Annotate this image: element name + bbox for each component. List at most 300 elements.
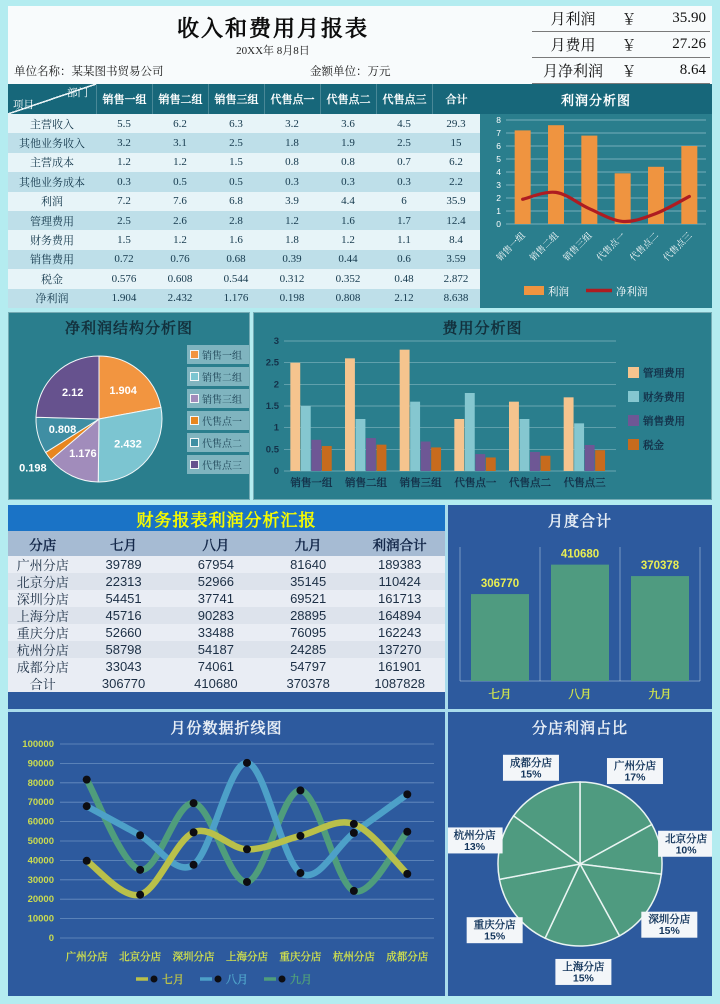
cell-value: 1.904: [111, 292, 137, 305]
table-row: [8, 250, 480, 269]
row-label: 税金: [41, 273, 63, 286]
svg-text:九月: 九月: [648, 689, 672, 701]
branch-table-header: [8, 531, 445, 556]
cell-value: 76095: [290, 625, 327, 640]
cell-value: 90283: [197, 608, 234, 623]
cell-value: 28895: [290, 608, 327, 623]
currency-symbol: ￥: [621, 64, 637, 80]
svg-text:0.5: 0.5: [265, 444, 279, 456]
column-header: 七月: [110, 537, 138, 553]
dept-section: [8, 84, 712, 308]
cell-value: 0.544: [223, 272, 249, 285]
svg-text:销售三组: 销售三组: [399, 477, 442, 489]
monthly-total-title: 月度合计: [547, 513, 612, 530]
cell-value: 1.176: [223, 292, 249, 305]
cell-value: 0.352: [335, 272, 361, 285]
svg-text:3: 3: [273, 337, 279, 347]
cell-value: 3.1: [173, 137, 187, 150]
svg-text:370378: 370378: [640, 560, 680, 573]
table-row: [8, 289, 480, 308]
cell-value: 1.2: [173, 156, 187, 169]
cell-value: 1.2: [173, 234, 187, 247]
legend-item: [187, 433, 249, 452]
svg-text:北京分店: 北京分店: [119, 951, 162, 963]
legend-label: 销售三组: [202, 395, 242, 406]
svg-text:15%: 15%: [658, 925, 680, 938]
cell-value: 37741: [197, 591, 234, 606]
cell-value: 137270: [377, 642, 422, 657]
column-header: 销售三组: [208, 84, 264, 114]
metric-value: 35.90: [672, 10, 706, 26]
unit-row: [14, 63, 554, 79]
metric-value: 8.64: [679, 62, 706, 78]
cell-value: 0.808: [335, 292, 361, 305]
legend-item: [187, 345, 249, 364]
column-header: 销售一组: [96, 84, 152, 114]
svg-text:销售费用: 销售费用: [643, 415, 685, 428]
cell-value: 3.6: [341, 117, 355, 130]
metric-label: 月费用: [550, 38, 596, 54]
legend-item: [187, 367, 249, 386]
legend-label: 代售点一: [202, 417, 242, 428]
svg-text:3: 3: [496, 180, 501, 190]
svg-text:深圳分店: 深圳分店: [172, 951, 215, 963]
cell-value: 5.5: [117, 117, 131, 130]
cell-value: 1.2: [285, 214, 299, 227]
cell-value: 0.608: [167, 272, 193, 285]
svg-text:2.5: 2.5: [265, 357, 279, 369]
cell-value: 6.2: [449, 156, 463, 169]
cell-value: 8.4: [449, 234, 463, 247]
svg-text:代售点一: 代售点一: [454, 477, 497, 489]
cell-value: 22313: [105, 574, 142, 589]
cell-value: 0.8: [285, 156, 299, 169]
column-header: 代售点三: [376, 84, 432, 114]
cell-value: 1.6: [341, 214, 355, 227]
svg-text:管理费用: 管理费用: [643, 367, 685, 380]
svg-text:销售三组: 销售三组: [561, 230, 594, 263]
svg-text:13%: 13%: [464, 840, 486, 853]
table-row: [8, 269, 480, 288]
svg-text:0: 0: [273, 466, 279, 477]
cell-value: 2.432: [167, 292, 193, 305]
legend-label: 销售一组: [202, 351, 242, 362]
table-row: [8, 573, 445, 590]
legend-label: 销售二组: [202, 373, 242, 384]
cell-value: 35145: [290, 574, 327, 589]
svg-text:杭州分店: 杭州分店: [453, 829, 496, 842]
net-profit-pie-legend: [187, 345, 249, 477]
cell-value: 39789: [105, 557, 142, 572]
svg-text:1.176: 1.176: [69, 448, 97, 461]
table-row: [8, 607, 445, 624]
summary-metrics: [532, 6, 710, 84]
total-value: 306770: [101, 676, 146, 691]
svg-text:8: 8: [496, 115, 501, 125]
cell-value: 33488: [197, 625, 234, 640]
currency-symbol: ￥: [621, 12, 637, 28]
svg-text:重庆分店: 重庆分店: [473, 919, 516, 932]
cell-value: 2.5: [397, 137, 411, 150]
row-label: 净利润: [35, 293, 69, 306]
column-header: 合计: [432, 84, 480, 114]
cell-value: 6.3: [229, 117, 243, 130]
legend-swatch: [190, 394, 199, 403]
cell-value: 15: [450, 137, 462, 150]
svg-text:销售二组: 销售二组: [527, 230, 561, 263]
svg-text:0.198: 0.198: [19, 462, 47, 475]
svg-text:代售点二: 代售点二: [509, 477, 551, 489]
row-label: 利润: [41, 196, 63, 209]
svg-text:0: 0: [48, 933, 54, 944]
cell-value: 12.4: [446, 214, 466, 227]
cell-value: 3.2: [117, 137, 131, 150]
row-label: 重庆分店: [16, 626, 69, 641]
svg-text:成都分店: 成都分店: [386, 951, 429, 963]
svg-text:2.432: 2.432: [114, 438, 142, 451]
svg-text:40000: 40000: [27, 855, 54, 867]
svg-text:7: 7: [496, 128, 501, 138]
corner-top-label: 部门: [67, 88, 88, 99]
svg-text:15%: 15%: [484, 930, 506, 943]
svg-text:利润: 利润: [548, 286, 569, 298]
dept-table-header: [8, 84, 480, 114]
cell-value: 0.3: [285, 175, 299, 188]
column-header: 九月: [294, 537, 322, 553]
dept-table: [8, 84, 480, 308]
unit-label: 单位名称：: [14, 66, 72, 78]
cell-value: 2.872: [443, 272, 469, 285]
table-row: [8, 211, 480, 230]
branch-table-title: 财务报表利润分析汇报: [136, 510, 317, 530]
svg-text:广州分店: 广州分店: [613, 760, 656, 773]
legend-swatch: [190, 372, 199, 381]
svg-text:20000: 20000: [27, 894, 54, 906]
svg-text:销售一组: 销售一组: [290, 477, 333, 489]
svg-text:销售二组: 销售二组: [345, 477, 387, 489]
svg-text:5: 5: [496, 154, 501, 164]
svg-text:10%: 10%: [675, 844, 697, 857]
legend-item: [187, 389, 249, 408]
svg-text:60000: 60000: [27, 816, 54, 828]
column-header: 销售二组: [152, 84, 208, 114]
svg-text:杭州分店: 杭州分店: [332, 951, 375, 963]
expense-panel: [253, 312, 712, 500]
row-label: 广州分店: [16, 558, 69, 573]
svg-text:70000: 70000: [27, 797, 54, 809]
svg-text:0: 0: [496, 219, 501, 229]
cell-value: 54187: [197, 642, 234, 657]
cell-value: 0.3: [397, 175, 411, 188]
table-row: [8, 641, 445, 658]
monthly-line-title: 月份数据折线图: [170, 720, 283, 737]
net-profit-pie-title: 净利润结构分析图: [64, 321, 193, 337]
column-header: 代售点一: [264, 84, 320, 114]
svg-text:代售点三: 代售点三: [661, 230, 694, 263]
cell-value: 54451: [105, 591, 142, 606]
expense-title: 费用分析图: [442, 321, 523, 337]
row-label: 主营成本: [30, 157, 74, 170]
svg-text:重庆分店: 重庆分店: [279, 951, 322, 963]
column-header: 分店: [29, 537, 57, 553]
cell-value: 4.4: [341, 195, 355, 208]
monthly-line-chart: [8, 736, 445, 994]
metric-value: 27.26: [672, 36, 706, 52]
legend-label: 代售点二: [202, 439, 242, 450]
svg-text:2: 2: [273, 379, 279, 391]
column-header: 利润合计: [372, 537, 427, 553]
cell-value: 1.8: [285, 234, 299, 247]
legend-item: [187, 455, 249, 474]
total-value: 370378: [286, 676, 330, 691]
cell-value: 7.2: [117, 195, 131, 208]
svg-text:100000: 100000: [22, 739, 54, 750]
svg-text:七月: 七月: [488, 689, 512, 701]
cell-value: 1.2: [341, 234, 355, 247]
cell-value: 35.9: [446, 195, 466, 208]
legend-swatch: [190, 416, 199, 425]
cell-value: 110424: [378, 574, 421, 589]
svg-text:6: 6: [496, 141, 501, 151]
branch-share-title: 分店利润占比: [531, 720, 628, 737]
svg-text:4: 4: [496, 167, 501, 177]
cell-value: 2.6: [173, 214, 187, 227]
row-label: 深圳分店: [16, 592, 69, 607]
svg-text:八月: 八月: [226, 974, 248, 986]
svg-text:1.5: 1.5: [265, 401, 279, 412]
dept-table-corner: [8, 84, 96, 114]
row-label: 上海分店: [16, 609, 69, 624]
row-label: 北京分店: [16, 575, 69, 590]
svg-text:财务费用: 财务费用: [643, 391, 685, 404]
row-label: 成都分店: [16, 660, 69, 675]
cell-value: 74061: [197, 659, 234, 674]
cell-value: 1.7: [397, 214, 411, 227]
row-label: 管理费用: [30, 215, 74, 228]
svg-text:成都分店: 成都分店: [509, 756, 552, 769]
cell-value: 164894: [377, 608, 422, 623]
cell-value: 0.312: [279, 272, 305, 285]
svg-text:八月: 八月: [568, 689, 592, 701]
cell-value: 45716: [105, 608, 142, 623]
table-row: [8, 624, 445, 641]
unit-name: 某某图书贸易公司: [71, 66, 164, 78]
table-row: [8, 172, 480, 191]
total-value: 410680: [194, 676, 238, 691]
svg-text:广州分店: 广州分店: [65, 951, 108, 963]
table-row: [8, 133, 480, 152]
row-label: 财务费用: [30, 235, 74, 248]
table-row: [8, 192, 480, 211]
metric-row: [532, 58, 710, 84]
svg-text:50000: 50000: [27, 836, 54, 847]
table-row: [8, 556, 445, 573]
row-label: 其他业务成本: [19, 176, 85, 189]
cell-value: 0.72: [114, 253, 134, 266]
cell-value: 0.48: [394, 272, 414, 285]
monthly-total-chart: [448, 529, 712, 709]
profit-analysis-chart: [480, 114, 712, 308]
profit-analysis-title: 利润分析图: [480, 84, 712, 114]
svg-text:七月: 七月: [162, 974, 184, 986]
svg-text:上海分店: 上海分店: [562, 960, 605, 973]
cell-value: 52966: [197, 574, 234, 589]
svg-text:代售点一: 代售点一: [594, 230, 628, 263]
cell-value: 189383: [377, 557, 422, 572]
cell-value: 2.2: [449, 175, 463, 188]
cell-value: 54797: [290, 659, 327, 674]
cell-value: 0.3: [117, 175, 131, 188]
cell-value: 161901: [377, 659, 422, 674]
report-header: [8, 6, 712, 84]
cell-value: 2.8: [229, 214, 243, 227]
cell-value: 161713: [377, 591, 422, 606]
cell-value: 1.9: [341, 137, 355, 150]
svg-text:2: 2: [496, 193, 501, 203]
row-label: 其他业务收入: [19, 138, 85, 151]
cell-value: 0.576: [111, 272, 137, 285]
cell-value: 0.68: [226, 253, 246, 266]
total-value: 1087828: [374, 676, 425, 691]
cell-value: 162243: [377, 625, 422, 640]
column-header: 八月: [202, 537, 230, 553]
cell-value: 58798: [105, 642, 142, 657]
branch-table-panel: [8, 505, 445, 709]
page-title: 收入和费用月报表: [176, 16, 369, 41]
svg-text:净利润: 净利润: [616, 286, 648, 298]
cell-value: 1.5: [229, 156, 243, 169]
svg-text:0.808: 0.808: [48, 423, 77, 436]
svg-text:上海分店: 上海分店: [226, 951, 268, 963]
svg-text:15%: 15%: [520, 768, 542, 781]
legend-swatch: [190, 350, 199, 359]
cell-value: 0.39: [282, 253, 302, 266]
net-profit-pie-chart: [11, 339, 187, 499]
svg-text:1: 1: [496, 206, 501, 216]
legend-label: 代售点三: [202, 461, 242, 472]
monthly-line-panel: [8, 712, 445, 996]
legend-swatch: [190, 438, 199, 447]
row-label: 主营收入: [30, 118, 74, 131]
cell-value: 1.8: [285, 137, 299, 150]
cell-value: 0.5: [229, 175, 243, 188]
metric-label: 月净利润: [542, 64, 603, 80]
monthly-total-panel: [448, 505, 712, 709]
cell-value: 3.9: [285, 195, 299, 208]
svg-text:10000: 10000: [27, 913, 54, 925]
cell-value: 29.3: [446, 117, 466, 130]
table-row: [8, 658, 445, 675]
branch-section: [8, 505, 712, 996]
cell-value: 6.8: [229, 195, 243, 208]
svg-text:1: 1: [273, 422, 279, 434]
table-row: [8, 153, 480, 172]
svg-text:销售一组: 销售一组: [494, 230, 528, 263]
cell-value: 0.3: [341, 175, 355, 188]
profit-analysis-panel: [480, 84, 712, 308]
currency-symbol: ￥: [621, 38, 637, 54]
cell-value: 1.1: [397, 234, 411, 247]
branch-share-chart: [448, 736, 712, 992]
cell-value: 69521: [290, 591, 327, 606]
report-date: 20XX年 8月8日: [236, 45, 310, 57]
metric-label: 月利润: [550, 12, 596, 28]
cell-value: 67954: [197, 557, 234, 572]
cell-value: 0.7: [397, 156, 411, 169]
total-row: [8, 675, 445, 692]
cell-value: 0.76: [170, 253, 190, 266]
svg-text:90000: 90000: [27, 758, 54, 770]
svg-text:九月: 九月: [290, 974, 312, 986]
cell-value: 0.6: [397, 253, 411, 266]
branch-table-titlebar: [8, 505, 445, 531]
svg-text:1.904: 1.904: [109, 384, 137, 397]
cell-value: 24285: [290, 642, 327, 657]
svg-text:2.12: 2.12: [61, 386, 84, 399]
table-row: [8, 114, 480, 133]
svg-text:410680: 410680: [560, 548, 600, 561]
legend-item: [187, 411, 249, 430]
row-label: 销售费用: [30, 254, 74, 267]
table-row: [8, 590, 445, 607]
row-label: 杭州分店: [16, 643, 69, 658]
branch-table: [8, 531, 445, 692]
column-header: 代售点二: [320, 84, 376, 114]
cell-value: 2.5: [229, 137, 243, 150]
cell-value: 0.44: [338, 253, 358, 266]
metric-row: [532, 6, 710, 32]
cell-value: 81640: [290, 557, 327, 572]
cell-value: 6.2: [173, 117, 187, 130]
svg-text:80000: 80000: [27, 777, 54, 789]
cell-value: 1.5: [117, 234, 131, 247]
cell-value: 0.8: [341, 156, 355, 169]
cell-value: 1.6: [229, 234, 243, 247]
svg-text:17%: 17%: [624, 771, 646, 784]
cell-value: 8.638: [443, 292, 469, 305]
corner-bottom-label: 项目: [13, 100, 34, 111]
svg-text:税金: 税金: [643, 439, 664, 452]
cell-value: 0.5: [173, 175, 187, 188]
legend-swatch: [190, 460, 199, 469]
cell-value: 3.2: [285, 117, 299, 130]
svg-text:代售点三: 代售点三: [563, 477, 606, 489]
cell-value: 52660: [105, 625, 142, 640]
cell-value: 7.6: [173, 195, 187, 208]
table-row: [8, 230, 480, 249]
branch-share-panel: [448, 712, 712, 996]
svg-text:15%: 15%: [572, 972, 594, 985]
cell-value: 4.5: [397, 117, 411, 130]
net-profit-pie-panel: [8, 312, 250, 500]
cell-value: 6: [401, 195, 407, 208]
metric-row: [532, 32, 710, 58]
svg-text:306770: 306770: [480, 578, 520, 591]
svg-text:北京分店: 北京分店: [665, 832, 708, 845]
amount-unit: 金额单位：万元: [310, 66, 391, 78]
svg-text:深圳分店: 深圳分店: [648, 913, 691, 926]
expense-chart: [254, 337, 711, 499]
cell-value: 2.12: [394, 292, 414, 305]
svg-text:代售点二: 代售点二: [627, 230, 661, 263]
cell-value: 3.59: [446, 253, 466, 266]
cell-value: 33043: [105, 659, 142, 674]
total-label: 合计: [29, 677, 56, 692]
cell-value: 1.2: [117, 156, 131, 169]
svg-text:30000: 30000: [27, 874, 54, 886]
cell-value: 0.198: [279, 292, 305, 305]
cell-value: 2.5: [117, 214, 131, 227]
